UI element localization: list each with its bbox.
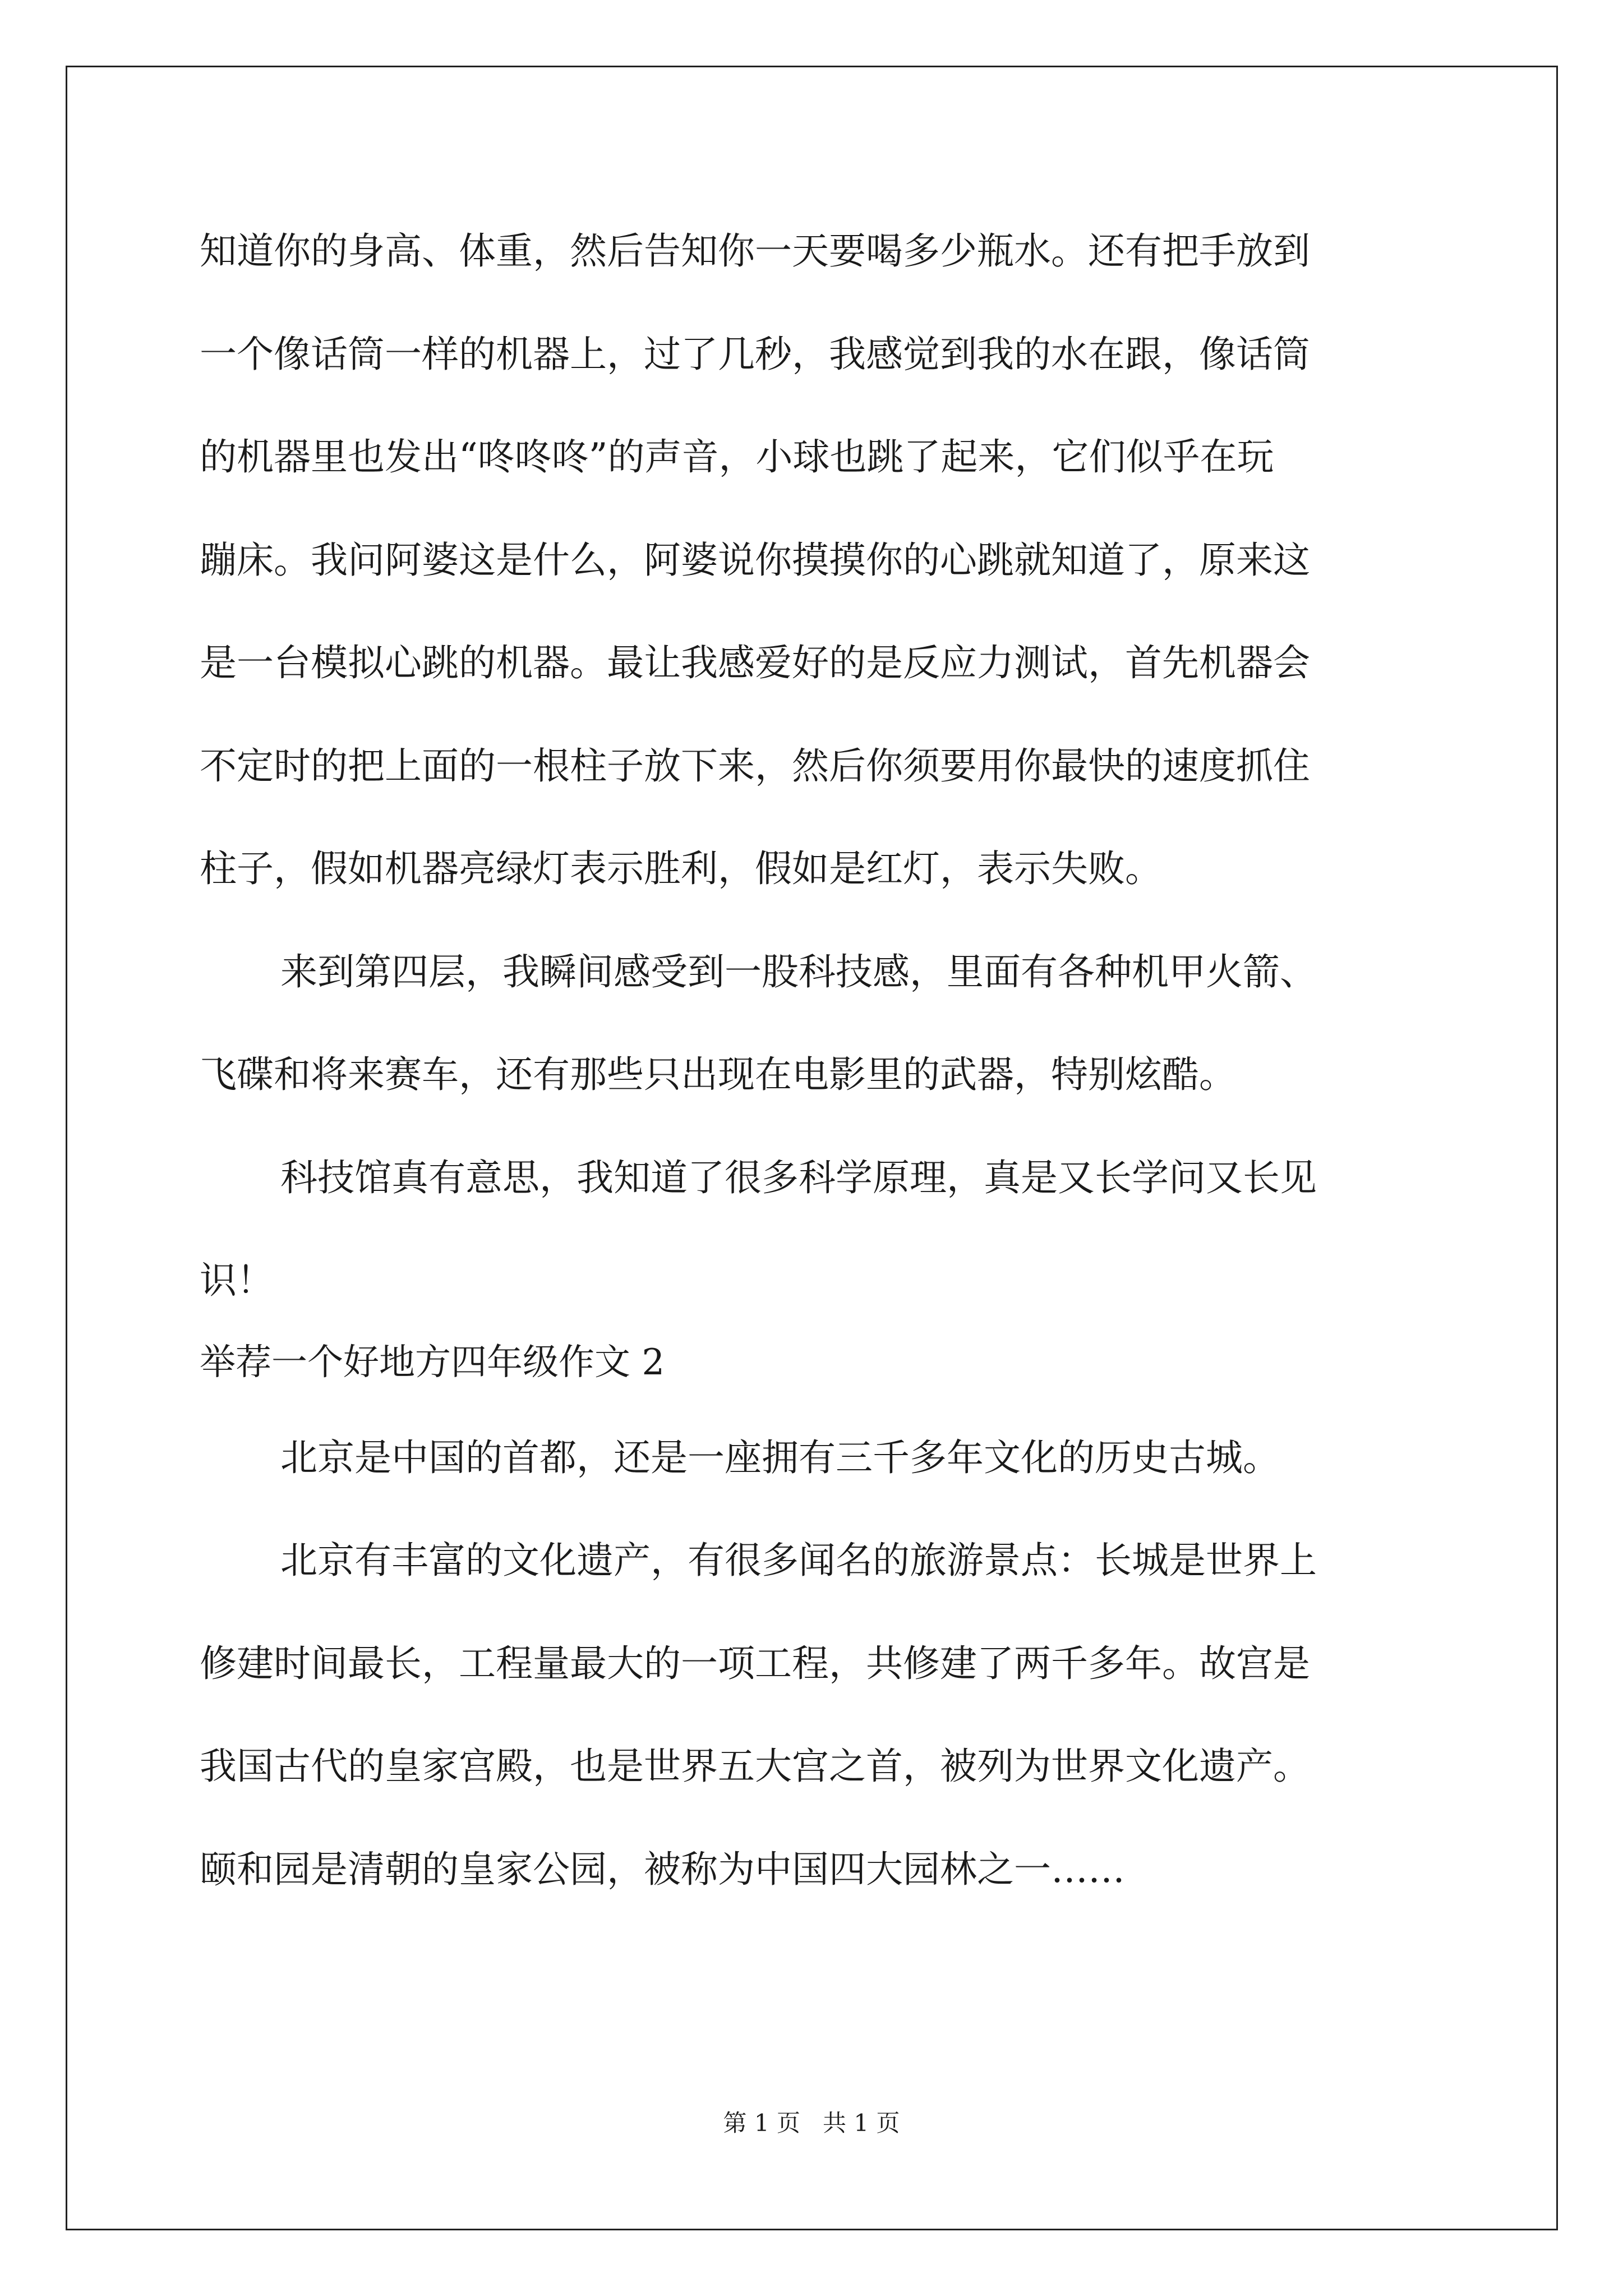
- text-line: 的机器里也发出“咚咚咚”的声音，小球也跳了起来，它们似乎在玩: [200, 435, 1274, 478]
- text-line: 北京是中国的首都，还是一座拥有三千多年文化的历史古城。: [280, 1436, 1280, 1479]
- text-line: 来到第四层，我瞬间感受到一股科技感，里面有各种机甲火箭、: [280, 950, 1317, 993]
- text-line: 我国古代的皇家宫殿，也是世界五大宫之首，被列为世界文化遗产。: [200, 1745, 1310, 1788]
- text-line: 颐和园是清朝的皇家公园，被称为中国四大园林之一……: [200, 1848, 1125, 1891]
- text-line: 识！: [200, 1259, 274, 1302]
- text-line: 科技馆真有意思，我知道了很多科学原理，真是又长学问又长见: [280, 1156, 1317, 1199]
- text-line: 柱子，假如机器亮绿灯表示胜利，假如是红灯，表示失败。: [200, 847, 1162, 890]
- text-line: 飞碟和将来赛车，还有那些只出现在电影里的武器，特别炫酷。: [200, 1053, 1236, 1096]
- text-line: 北京有丰富的文化遗产，有很多闻名的旅游景点：长城是世界上: [280, 1539, 1317, 1582]
- section-heading: 举荐一个好地方四年级作文 2: [200, 1342, 665, 1383]
- text-line: 知道你的身高、体重，然后告知你一天要喝多少瓶水。还有把手放到: [200, 229, 1310, 273]
- text-line: 是一台模拟心跳的机器。最让我感爱好的是反应力测试，首先机器会: [200, 641, 1310, 684]
- text-line: 一个像话筒一样的机器上，过了几秒，我感觉到我的水在跟，像话筒: [200, 333, 1310, 376]
- text-line: 不定时的把上面的一根柱子放下来，然后你须要用你最快的速度抓住: [200, 744, 1310, 788]
- text-line: 修建时间最长，工程量最大的一项工程，共修建了两千多年。故宫是: [200, 1642, 1310, 1685]
- text-line: 蹦床。我问阿婆这是什么，阿婆说你摸摸你的心跳就知道了，原来这: [200, 539, 1310, 582]
- page-frame: [66, 66, 1558, 2230]
- page-number-footer: 第 1 页 共 1 页: [723, 2109, 900, 2137]
